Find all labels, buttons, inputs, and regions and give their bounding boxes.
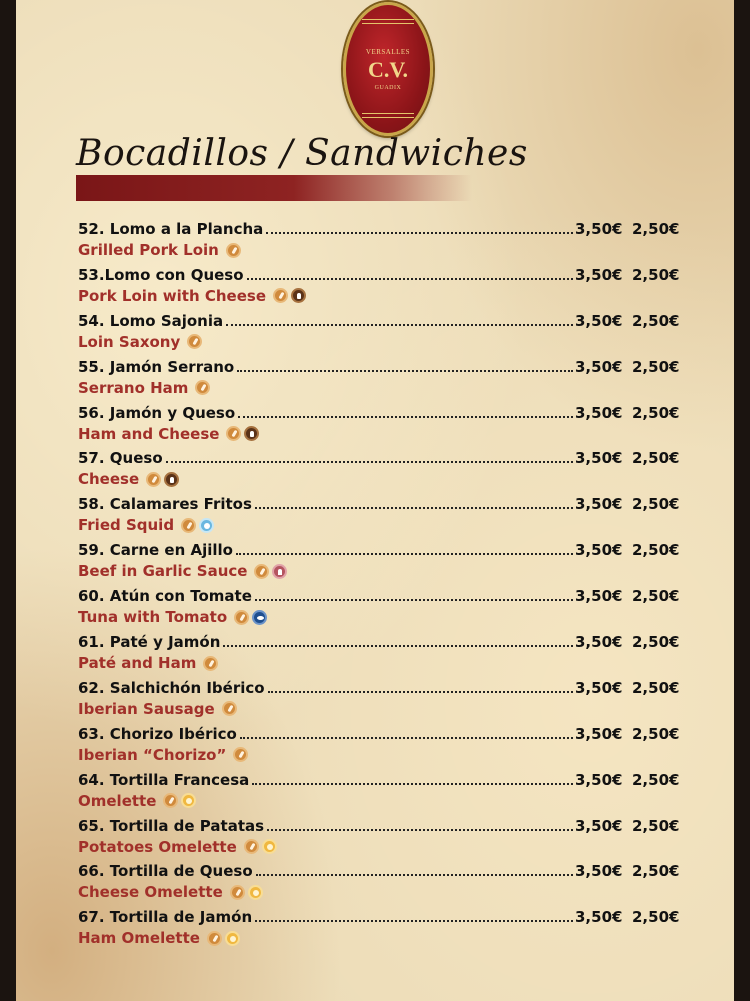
- gluten-icon: [254, 564, 269, 579]
- gluten-icon: [146, 472, 161, 487]
- item-english-name: Pork Loin with Cheese: [78, 286, 267, 305]
- menu-item-translation-line: [78, 835, 674, 859]
- item-price-full: 3,50€: [575, 541, 623, 560]
- item-name: 60. Atún con Tomate: [78, 587, 252, 606]
- item-name: 58. Calamares Fritos: [78, 495, 252, 514]
- gluten-icon: [244, 839, 259, 854]
- menu-item-translation-line: [78, 926, 674, 950]
- egg-icon: [225, 931, 240, 946]
- milk-icon: [164, 472, 179, 487]
- menu-item: [78, 816, 680, 863]
- item-english-name: Beef in Garlic Sauce: [78, 562, 248, 581]
- menu-item-translation-line: [78, 238, 674, 262]
- item-name: 52. Lomo a la Plancha: [78, 220, 264, 238]
- dot-leader: [236, 553, 573, 555]
- menu-item: [78, 449, 680, 495]
- dot-leader: [268, 691, 573, 693]
- menu-item-translation-line: [78, 789, 674, 813]
- item-english-name: Ham Omelette: [78, 929, 200, 948]
- menu-item-translation-line: [78, 743, 674, 767]
- gluten-icon: [195, 380, 210, 395]
- item-english-name: Cheese Omelette: [78, 883, 223, 902]
- dot-leader: [267, 829, 573, 831]
- logo-bottom-text: GUADIX: [374, 85, 402, 91]
- fish-icon: [252, 610, 267, 625]
- menu-item-line: [78, 403, 680, 422]
- menu-item: [78, 265, 680, 312]
- item-price-full: 3,50€: [575, 449, 623, 468]
- gluten-icon: [230, 885, 245, 900]
- menu-item-translation-line: [78, 559, 674, 583]
- item-price-full: 3,50€: [575, 678, 623, 697]
- dot-leader: [226, 324, 573, 326]
- menu-item: [78, 357, 680, 404]
- menu-item-translation-line: [78, 605, 674, 629]
- item-name: 61. Paté y Jamón: [78, 633, 221, 652]
- item-price-half: 2,50€: [632, 541, 680, 560]
- logo-top-text: VERSALLES: [365, 48, 411, 56]
- item-price-half: 2,50€: [632, 311, 680, 330]
- section-title-bar: [76, 175, 472, 201]
- item-english-name: Grilled Pork Loin: [78, 241, 219, 259]
- item-english-name: Omelette: [78, 791, 157, 810]
- menu-item-line: [78, 724, 680, 743]
- dot-leader: [252, 783, 573, 785]
- dot-leader: [238, 416, 573, 418]
- item-english-name: Serrano Ham: [78, 378, 189, 397]
- menu-item-line: [78, 587, 680, 606]
- restaurant-logo: [343, 2, 433, 136]
- item-price-full: 3,50€: [575, 862, 623, 881]
- gluten-icon: [181, 518, 196, 533]
- item-english-name: Cheese: [78, 470, 140, 489]
- menu-item-line: [78, 357, 680, 376]
- item-name: 67. Tortilla de Jamón: [78, 908, 253, 927]
- menu-item-translation-line: [78, 330, 674, 354]
- item-english-name: Loin Saxony: [78, 332, 181, 351]
- menu-item-line: [78, 311, 680, 330]
- dot-leader: [255, 920, 573, 922]
- dot-leader: [237, 370, 573, 372]
- item-price-full: 3,50€: [575, 816, 623, 835]
- item-price-half: 2,50€: [632, 357, 680, 376]
- menu-item-line: [78, 678, 680, 697]
- dot-leader: [223, 645, 573, 647]
- menu-item-translation-line: [78, 651, 674, 675]
- menu-item: [78, 311, 680, 358]
- menu-item: [78, 678, 680, 725]
- menu-item-translation-line: [78, 422, 674, 446]
- menu-item: [78, 862, 680, 908]
- item-price-full: 3,50€: [575, 770, 623, 789]
- item-english-name: Iberian Sausage: [78, 699, 215, 718]
- item-name: 64. Tortilla Francesa: [78, 770, 250, 789]
- item-price-full: 3,50€: [575, 495, 623, 514]
- dot-leader: [256, 874, 573, 876]
- item-english-name: Iberian “Chorizo”: [78, 745, 227, 764]
- mollusc-icon: [199, 518, 214, 533]
- item-price-half: 2,50€: [632, 449, 680, 468]
- item-price-full: 3,50€: [575, 633, 623, 652]
- menu-item: [78, 403, 680, 450]
- menu-item: [78, 633, 680, 679]
- menu-item-translation-line: [78, 376, 674, 400]
- milk-icon: [291, 288, 306, 303]
- item-price-full: 3,50€: [575, 908, 623, 927]
- menu-item-line: [78, 770, 680, 789]
- item-price-full: 3,50€: [575, 403, 623, 422]
- menu-item: [78, 908, 680, 954]
- dot-leader: [166, 461, 573, 463]
- egg-icon: [262, 839, 277, 854]
- item-price-half: 2,50€: [632, 403, 680, 422]
- menu-item-line: [78, 265, 680, 284]
- menu-item-line: [78, 541, 680, 560]
- item-price-half: 2,50€: [632, 633, 680, 652]
- item-price-full: 3,50€: [575, 357, 623, 376]
- item-price-full: 3,50€: [575, 311, 623, 330]
- gluten-icon: [163, 793, 178, 808]
- item-english-name: Paté and Ham: [78, 654, 197, 673]
- item-price-half: 2,50€: [632, 724, 680, 743]
- menu-item-line: [78, 908, 680, 927]
- menu-item-translation-line: [78, 697, 674, 721]
- item-name: 63. Chorizo Ibérico: [78, 724, 237, 743]
- item-price-half: 2,50€: [632, 220, 680, 238]
- sulphite-icon: [272, 564, 287, 579]
- item-price-half: 2,50€: [632, 495, 680, 514]
- item-price-half: 2,50€: [632, 587, 680, 606]
- item-name: 62. Salchichón Ibérico: [78, 678, 265, 697]
- logo-ornament-bottom: [362, 113, 414, 118]
- item-english-name: Fried Squid: [78, 516, 175, 535]
- item-price-half: 2,50€: [632, 816, 680, 835]
- dot-leader: [266, 232, 573, 234]
- menu-item-translation-line: [78, 284, 674, 308]
- menu-item: [78, 541, 680, 587]
- item-price-full: 3,50€: [575, 724, 623, 743]
- menu-item: [78, 220, 680, 266]
- gluten-icon: [233, 747, 248, 762]
- menu-item: [78, 724, 680, 771]
- menu-item-translation-line: [78, 513, 674, 537]
- menu-item: [78, 587, 680, 633]
- menu-item-translation-line: [78, 880, 674, 904]
- dot-leader: [255, 599, 573, 601]
- item-price-full: 3,50€: [575, 265, 623, 284]
- logo-monogram: C.V.: [368, 57, 408, 82]
- menu-item: [78, 495, 680, 541]
- item-price-half: 2,50€: [632, 265, 680, 284]
- dot-leader: [255, 507, 573, 509]
- dot-leader: [247, 278, 573, 280]
- menu-item-line: [78, 816, 680, 835]
- dot-leader: [240, 737, 573, 739]
- section-title: Bocadillos / Sandwiches: [76, 133, 528, 174]
- item-price-half: 2,50€: [632, 862, 680, 881]
- menu-item-line: [78, 449, 680, 468]
- gluten-icon: [207, 931, 222, 946]
- gluten-icon: [226, 426, 241, 441]
- item-price-full: 3,50€: [575, 220, 623, 238]
- gluten-icon: [234, 610, 249, 625]
- gluten-icon: [226, 243, 241, 258]
- item-name: 56. Jamón y Queso: [78, 403, 236, 422]
- item-price-half: 2,50€: [632, 770, 680, 789]
- gluten-icon: [222, 701, 237, 716]
- egg-icon: [248, 885, 263, 900]
- item-name: 57. Queso: [78, 449, 163, 468]
- milk-icon: [244, 426, 259, 441]
- menu-item-line: [78, 220, 680, 238]
- item-english-name: Potatoes Omelette: [78, 837, 237, 856]
- gluten-icon: [203, 656, 218, 671]
- menu-item-translation-line: [78, 467, 674, 491]
- item-name: 59. Carne en Ajillo: [78, 541, 233, 560]
- gluten-icon: [273, 288, 288, 303]
- gluten-icon: [187, 334, 202, 349]
- item-name: 53.Lomo con Queso: [78, 265, 244, 284]
- item-english-name: Ham and Cheese: [78, 424, 220, 443]
- item-price-full: 3,50€: [575, 587, 623, 606]
- menu-item-line: [78, 495, 680, 514]
- item-name: 66. Tortilla de Queso: [78, 862, 253, 881]
- item-price-half: 2,50€: [632, 908, 680, 927]
- menu-list: [78, 220, 680, 954]
- item-english-name: Tuna with Tomato: [78, 608, 228, 627]
- menu-item-line: [78, 862, 680, 881]
- logo-ornament-top: [362, 19, 414, 24]
- item-name: 65. Tortilla de Patatas: [78, 816, 265, 835]
- menu-item-line: [78, 633, 680, 652]
- item-name: 54. Lomo Sajonia: [78, 311, 224, 330]
- item-name: 55. Jamón Serrano: [78, 357, 235, 376]
- item-price-half: 2,50€: [632, 678, 680, 697]
- menu-item: [78, 770, 680, 817]
- egg-icon: [181, 793, 196, 808]
